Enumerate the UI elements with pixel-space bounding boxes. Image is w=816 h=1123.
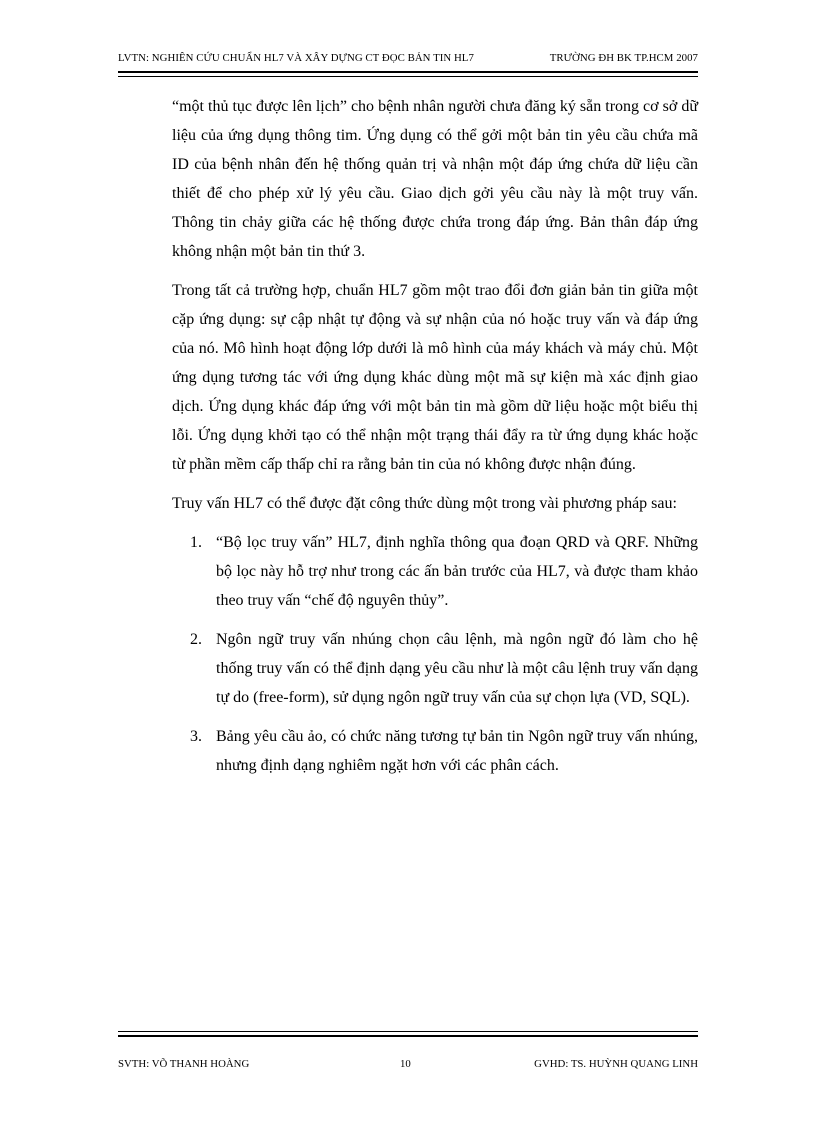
numbered-list [172, 528, 698, 780]
list-item [172, 528, 698, 615]
header-rule-thin [118, 76, 698, 77]
footer-rule-thin [118, 1031, 698, 1032]
footer-advisor: GVHD: TS. HUỲNH QUANG LINH [534, 1058, 698, 1070]
list-number: 3. [190, 728, 202, 745]
paragraph: “một thủ tục được lên lịch” cho bệnh nhân người chưa đăng ký sẵn trong cơ sở dữ liệu của ứng dụng thông tim. Ứng dụng có thể gởi một bản tin yêu cầu chứa mã ID của bệnh nhân đến hệ thống quản trị và nhận một đáp ứng chứa dữ liệu cần thiết để cho phép xử lý yêu cầu. Giao dịch gởi yêu cầu này là một truy vấn. Thông tin chảy giữa các hệ thống được chứa trong đáp ứng. Bản thân đáp ứng không nhận một bản tin thứ 3. [172, 98, 698, 260]
list-item [172, 625, 698, 712]
header-title: LVTN: NGHIÊN CỨU CHUẨN HL7 VÀ XÂY DỰNG CT ĐỌC BẢN TIN HL7 [118, 52, 474, 64]
page-header [118, 52, 698, 68]
paragraph: Truy vấn HL7 có thể được đặt công thức dùng một trong vài phương pháp sau: [172, 495, 677, 512]
header-rule-thick [118, 71, 698, 73]
list-item-text: Ngôn ngữ truy vấn nhúng chọn câu lệnh, mà ngôn ngữ đó làm cho hệ thống truy vấn có thể định dạng yêu cầu như là một câu lệnh truy vấn dạng tự do (free-form), sử dụng ngôn ngữ truy vấn của sự chọn lựa (VD, SQL). [216, 631, 698, 706]
page-footer [118, 1058, 698, 1074]
list-item-text: “Bộ lọc truy vấn” HL7, định nghĩa thông qua đoạn QRD và QRF. Những bộ lọc này hỗ trợ như trong các ấn bản trước của HL7, và được tham khảo theo truy vấn “chế độ nguyên thủy”. [216, 534, 698, 609]
list-number: 1. [190, 534, 202, 551]
list-item [172, 722, 698, 780]
paragraph: Trong tất cả trường hợp, chuẩn HL7 gồm một trao đổi đơn giản bản tin giữa một cặp ứng dụng: sự cập nhật tự động và sự nhận của nó hoặc truy vấn và đáp ứng của nó. Mô hình hoạt động lớp dưới là mô hình của máy khách và máy chủ. Một ứng dụng tương tác với ứng dụng khác dùng một mã sự kiện mà xác định giao dịch. Ứng dụng khác đáp ứng với một bản tin mà gồm dữ liệu hoặc một biểu thị lỗi. Ứng dụng khởi tạo có thể nhận một trạng thái đẩy ra từ ứng dụng khác hoặc từ phần mềm cấp thấp chỉ ra rằng bản tin của nó không được nhận đúng. [172, 282, 698, 473]
header-institution: TRƯỜNG ĐH BK TP.HCM 2007 [549, 52, 698, 64]
page-number: 10 [400, 1058, 411, 1070]
list-item-text: Bảng yêu cầu ảo, có chức năng tương tự bản tin Ngôn ngữ truy vấn nhúng, nhưng định dạng nghiêm ngặt hơn với các phân cách. [216, 728, 698, 774]
body-text [172, 92, 698, 790]
list-number: 2. [190, 631, 202, 648]
footer-rule-thick [118, 1035, 698, 1037]
footer-student: SVTH: VÕ THANH HOÀNG [118, 1058, 250, 1070]
